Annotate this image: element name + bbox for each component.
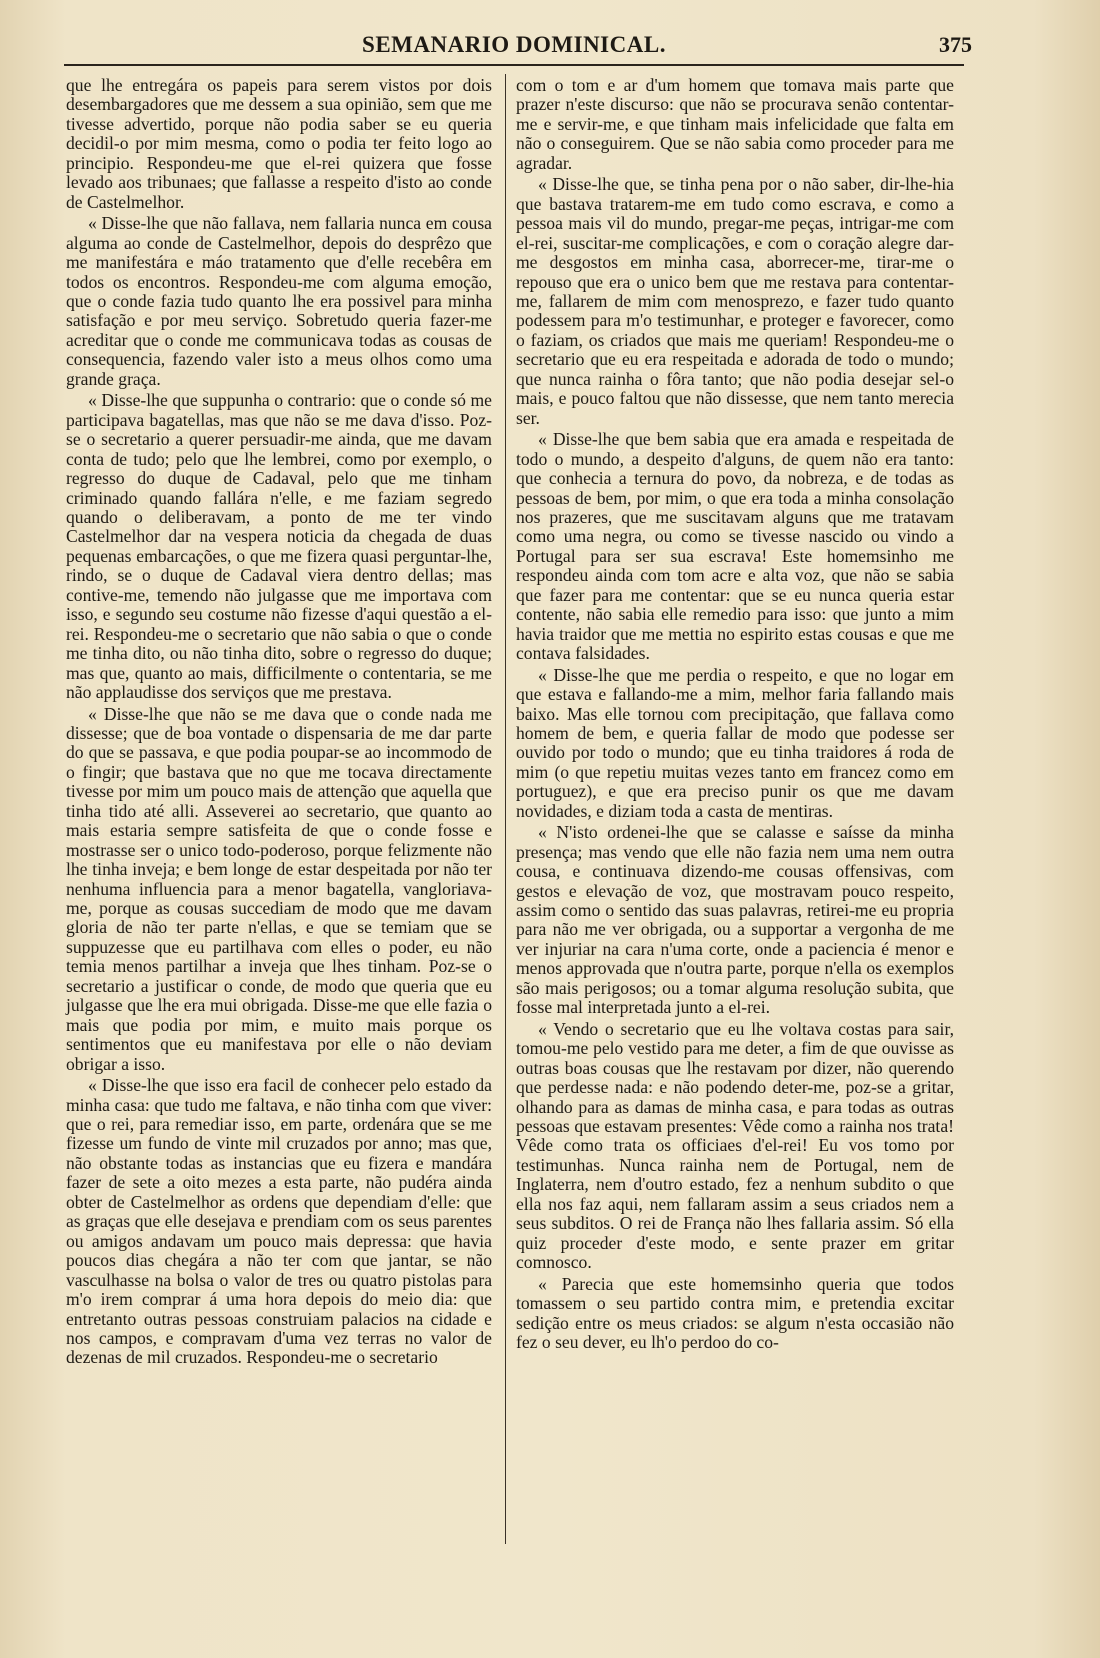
running-title: SEMANARIO DOMINICAL. <box>362 32 666 57</box>
paragraph: « Parecia que este homemsinho queria que todos tomassem o seu partido contra mim, e pretendia excitar sedição entre os meus criados: se algum n'esta occasião não fez o seu dever, eu lh'o perdoo do co- <box>516 1273 954 1352</box>
paragraph: que lhe entregára os papeis para serem vistos por dois desembargadores que me dessem a sua opinião, sem que me tivesse advertido, porque não podia saber se eu queria decidil-o por mim mesma, como o podia ter feito logo ao principio. Respondeu-me que el-rei quizera que fosse levado aos tribunaes; que fallasse a respeito d'isto ao conde de Castelmelhor. <box>66 75 492 212</box>
paragraph: « Disse-lhe que, se tinha pena por o não saber, dir-lhe-hia que bastava tratarem-me em tudo como escrava, e como a pessoa mais vil do mundo, pregar-me peças, intrigar-me com el-rei, suscitar-me complicações, e com o coração alegre dar-me desgostos em minha casa, aborrecer-me, tirar-me o repouso que era o unico bem que me restava para contentar-me, fallarem de mim com menosprezo, e fazer tudo quanto podessem para m'o testimunhar, e proteger e favorecer, como o faziam, os criados que mais me queriam! Respondeu-me o secretario que eu era respeitada e adorada de todo o mundo; que nunca rainha o fôra tanto; que não podia desejar sel-o mais, e pouco faltou que não dissesse, que nem tanto merecia ser. <box>516 174 954 428</box>
paragraph: « N'isto ordenei-lhe que se calasse e saísse da minha presença; mas vendo que elle não fazia nem uma nem outra cousa, e continuava dizendo-me cousas offensivas, com gestos e elevação de voz, que mostravam pouco respeito, assim como o sentido das suas palavras, retirei-me eu propria para não me ver obrigada, ou a supportar a vergonha de me ver injuriar na cara n'uma corte, onde a paciencia é menor e menos approvada que n'outra parte, porque n'ella os exemplos são mais perigosos; ou a tomar alguma resolução subita, que fosse mal interpretada junto a el-rei. <box>516 822 954 1018</box>
page-header <box>64 30 972 66</box>
paragraph: « Disse-lhe que me perdia o respeito, e que no logar em que estava e fallando-me a mim, melhor faria fallando mais baixo. Mas elle tornou com precipitação, que fallava como homem de bem, e queria fallar de modo que podesse ser ouvido por todo o mundo; que eu tinha traidores á roda de mim (o que repetiu muitas vezes tanto em francez como em portuguez), e que era preciso punir os que me davam novidades, e diziam toda a casta de mentiras. <box>516 664 954 821</box>
page-number: 375 <box>939 32 972 57</box>
left-column <box>66 76 492 1370</box>
paragraph: com o tom e ar d'um homem que tomava mais parte que prazer n'este discurso: que não se procurava senão contentar-me e servir-me, e que tinham mais infelicidade que falta em não o conseguirem. Que se não sabia como proceder para me agradar. <box>516 75 954 173</box>
paragraph: « Disse-lhe que isso era facil de conhecer pelo estado da minha casa: que tudo me faltava, e não tinha com que viver: que o rei, para remediar isso, em parte, ordenára que se me fizesse um fundo de vinte mil cruzados por anno; mas que, não obstante todas as instancias que eu fizera e mandára fazer de sete a oito mezes a esta parte, não pudéra ainda obter de Castelmelhor as ordens que dependiam d'elle: que as graças que elle desejava e prendiam com os seus parentes ou amigos andavam um pouco mais depressa: que havia poucos dias chegára a não ter com que jantar, se não vasculhasse na bolsa o valor de tres ou quatro pistolas para m'o irem comprar á uma hora depois do meio dia: que entretanto outras pessoas construiam palacios na cidade e nos campos, e compravam d'uma vez terras no valor de dezenas de mil cruzados. Respondeu-me o secretario <box>66 1075 492 1368</box>
paragraph: « Disse-lhe que não se me dava que o conde nada me dissesse; que de boa vontade o dispensaria de me dar parte do que se passava, e que podia poupar-se ao incommodo de o fingir; que bastava que no que me tocava directamente tivesse por mim um pouco mais de attenção que aquella que tinha tido até alli. Asseverei ao secretario, que quanto ao mais estaria sempre satisfeita de que o conde fosse e mostrasse ser o unico todo-poderoso, porque felizmente não lhe tinha inveja; e bem longe de estar despeitada por não ter nenhuma influencia para a menor bagatella, vangloriava-me, porque as cousas succediam de modo que me davam gloria de não ter parte n'ellas, e que se temiam que se suppuzesse que eu partilhava com elles o poder, eu não temia menos partilhar a inveja que lhes tinham. Poz-se o secretario a justificar o conde, de modo que queria que eu julgasse que lhe era mui obrigada. Disse-me que elle fazia o mais que podia por mim, e muito mais porque os sentimentos que eu manifestava por elle o não deviam obrigar a isso. <box>66 703 492 1074</box>
right-column <box>516 76 954 1354</box>
paragraph: « Vendo o secretario que eu lhe voltava costas para sair, tomou-me pelo vestido para me deter, a fim de que ouvisse as outras boas cousas que lhe restavam por dizer, não querendo que perdesse nada: e não podendo deter-me, poz-se a gritar, olhando para as damas de minha casa, e para todas as outras pessoas que estavam presentes: Vêde como a rainha nos trata! Vêde como trata os officiaes d'el-rei! Eu vos tomo por testimunhas. Nunca rainha nem de Portugal, nem de Inglaterra, nem d'outro estado, fez a nenhum subdito o que ella nos faz aqui, nem fallaram assim a seus criados nem a seus subditos. O rei de França não lhes fallaria assim. Só ella quiz proceder d'este modo, e sente prazer em gritar comnosco. <box>516 1018 954 1273</box>
paragraph: « Disse-lhe que bem sabia que era amada e respeitada de todo o mundo, a despeito d'alguns, de quem não era tanto: que conhecia a ternura do povo, da nobreza, e de todas as pessoas de bem, por mim, o que era toda a minha consolação nos prazeres, que me suscitavam alguns que me tratavam como uma negra, ou como se tivesse nascido ou vindo a Portugal para ser sua escrava! Este homemsinho me respondeu ainda com tom acre e alta voz, que não se sabia que fazer para me contentar: que se eu nunca queria estar contente, não sabia elle remedio para isso: que junto a mim havia traidor que me mettia no espirito estas cousas e que me contava falsidades. <box>516 429 954 664</box>
paragraph: « Disse-lhe que não fallava, nem fallaria nunca em cousa alguma ao conde de Castelmelhor, depois do desprêzo que me manifestára e máo tratamento que d'elle recebêra em todos os encontros. Respondeu-me com alguma emoção, que o conde fazia tudo quanto lhe era possivel para minha satisfação e por meu serviço. Sobretudo queria fazer-me acreditar que o conde me communicava todas as cousas de consequencia, fazendo valer isto a meus olhos como uma grande graça. <box>66 213 492 389</box>
column-divider <box>505 74 506 1544</box>
paragraph: « Disse-lhe que suppunha o contrario: que o conde só me participava bagatellas, mas que não se me dava d'isso. Poz-se o secretario a querer persuadir-me ainda, que me davam conta de tudo; pelo que lhe lembrei, como por exemplo, o regresso do duque de Cadaval, pelo que me tinham criminado quando fallára n'elle, e me faziam segredo quando o deliberavam, a ponto de me ter vindo Castelmelhor dar na vespera noticia da chegada de duas pequenas embarcações, o que me fizera quasi perguntar-lhe, rindo, se o duque de Cadaval viera dentro dellas; mas contive-me, temendo não julgasse que me importava com isso, e segundo seu costume não fizesse d'aqui questão a el-rei. Respondeu-me o secretario que não sabia o que o conde me tinha dito, ou não tinha dito, sobre o regresso do duque; mas que, quanto ao mais, difficilmente o contentaria, se me não applaudisse dos serviços que me prestava. <box>66 390 492 703</box>
